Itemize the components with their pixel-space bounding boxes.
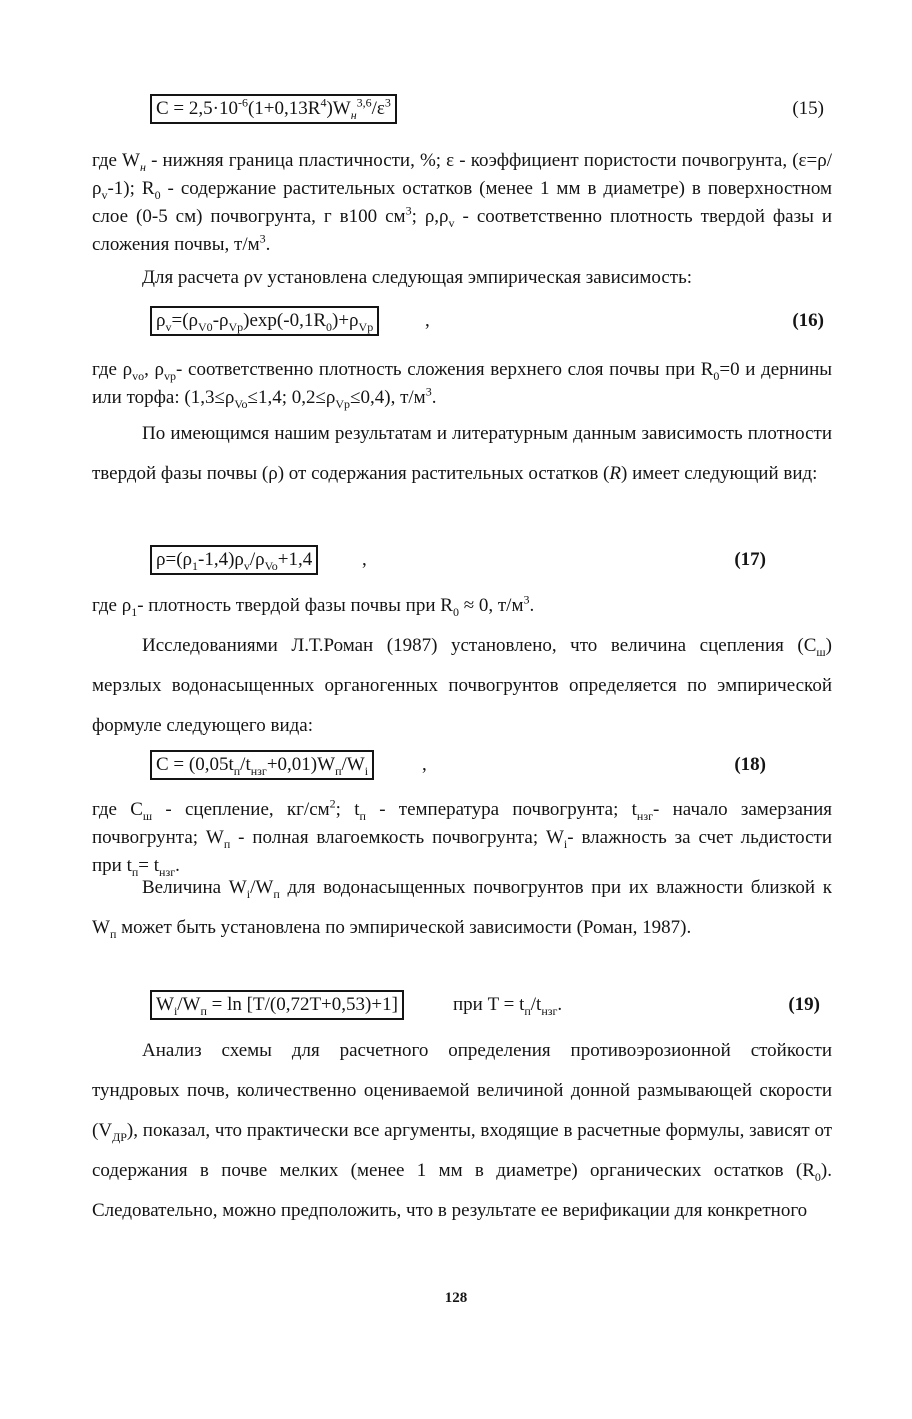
equation-18-formula: $C = (0,05t_п/t_{нзг}+0,01)W_п/W_i$ (150, 750, 374, 780)
equation-17-formula: $\rho=(\rho_1-1,4)\rho_v/\rho_{Vo}+1,4$ (150, 545, 318, 575)
paragraph-definitions-16: где $\rho_{vo}$, $\rho_{vp}-$ соответственно плотность сложения верхнего слоя почвы при $R_0=0$ и дернины или торфа: ($1,3\le\rho_{Vo}\le 1,4$; $0,2\le\rho_{Vp}\le 0,4$), $т/м^3$. (92, 359, 833, 411)
equation-19-row (150, 990, 832, 1022)
paragraph-definitions-17: где $\rho_1-$ плотность твердой фазы почвы при $R_0 \approx 0$, $т/м^3$. (92, 592, 535, 619)
paragraph-wi-wp: Величина $W_i/W_п$ для водонасыщенных почвогрунтов при их влажности близкой к $W_п$ может быть установлена по эмпирической зависимости (Роман, 1987). (92, 877, 833, 941)
paragraph-definitions-15: где $W_н$ - нижняя граница пластичности, %; ε - коэффициент пористости почвогрунта, $(\varepsilon=\rho/\rho_v-1)$; $R_0$ - содержание растительных остатков (менее 1 мм в диаметре) в поверхностном слое (0-5 см) почвогрунта, г в100 $см^3$; $\rho,\rho_v$ - соответственно плотность твердой фазы и сложения почвы, $т/м^3$. (92, 150, 833, 255)
equation-16-row (150, 306, 832, 338)
equation-15-row (150, 94, 832, 126)
paragraph-rho-dependence: По имеющимся нашим результатам и литературным данным зависимость плотности твердой фазы почвы (ρ) от содержания растительных остатков (R) имеет следующий вид: (92, 423, 832, 484)
paragraph-definitions-18: где $C_ш$ - сцепление, $кг/см^2$; $t_п$ - температура почвогрунта; $t_{нзг}-$ начало замерзания почвогрунта; $W_п$ - полная влагоемкость почвогрунта; $W_i-$ влажность за счет льдистости при $t_п= t_{нзг}$. (92, 796, 832, 879)
paragraph-rho-v-intro: Для расчета ρv установлена следующая эмпирическая зависимость: (142, 267, 693, 288)
paragraph-analysis: Анализ схемы для расчетного определения противоэрозионной стойкости тундровых почв, количественно оцениваемой величиной донной размывающей скорости $(V_{ДР})$, показал, что практически все аргументы, входящие в расчетные формулы, зависят от содержания в почве мелких (менее 1 мм в диаметре) органических остатков $(R_0)$. Следовательно, можно предположить, что в результате ее верификации для конкретного (92, 1040, 832, 1221)
equation-17-number: (17) (734, 549, 766, 570)
equation-16-formula: $\rho_v=(\rho_{V0}-\rho_{Vp})\exp(-0,1R_0)+\rho_{Vp}$ (150, 306, 379, 336)
equation-19-condition: при $T = t_п/t_{нзг}$. (453, 994, 563, 1018)
equation-16-comma: , (425, 310, 430, 331)
equation-18-row (150, 750, 770, 782)
page-number: 128 (444, 1290, 468, 1306)
equation-17-row (150, 545, 770, 577)
equation-16-number: (16) (792, 310, 824, 331)
equation-15-number: (15) (792, 98, 824, 119)
equation-18-number: (18) (734, 754, 766, 775)
equation-19-number: (19) (788, 994, 820, 1015)
equation-17-comma: , (362, 549, 367, 570)
equation-19-formula: $W_i/W_п = \ln [T/(0,72T+0,53)+1]$ (150, 990, 404, 1020)
equation-18-comma: , (422, 754, 427, 775)
equation-15-formula: $C = 2,5\cdot 10^{-6}(1+0,13R^4)W_н^{3,6}/\varepsilon^3$ (150, 94, 397, 124)
paragraph-roman-cohesion: Исследованиями Л.Т.Роман (1987) установлено, что величина сцепления $(С_ш)$ мерзлых водонасыщенных органогенных почвогрунтов определяется по эмпирической формуле следующего вида: (92, 635, 832, 736)
